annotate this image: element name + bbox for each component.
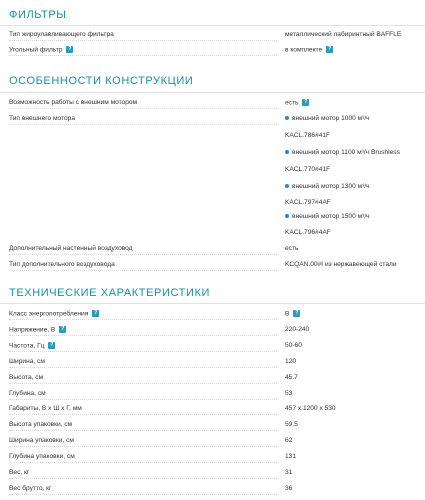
row-divider (9, 478, 277, 479)
spec-value-wrap (285, 46, 333, 53)
spec-label: Ширина, см (9, 358, 45, 365)
bullet-icon (285, 184, 289, 188)
help-icon[interactable]: ? (94, 310, 98, 316)
spec-label: Габариты, В x Ш x Г, мм (9, 405, 82, 412)
row-divider (9, 351, 277, 352)
spec-value: есть (285, 245, 299, 252)
filters-title: ФИЛЬТРЫ (9, 9, 67, 21)
row-divider (9, 270, 277, 271)
row-divider (9, 383, 277, 384)
row-divider (9, 414, 277, 415)
help-icon[interactable]: ? (304, 99, 308, 105)
spec-value: 45.7 (285, 374, 298, 381)
spec-label-wrap (9, 46, 73, 53)
spec-value: KCQAN.00#I из нержавеющей стали (285, 261, 397, 268)
spec-label: Частота, Гц (9, 342, 45, 350)
motor-name: внешний мотор 1100 м³/ч Brushless (292, 149, 400, 156)
spec-value: 131 (285, 453, 297, 460)
spec-value: 31 (285, 469, 293, 476)
spec-value: 50-60 (285, 342, 302, 349)
row-divider (9, 367, 277, 368)
spec-value: 220-240 (285, 326, 310, 333)
spec-label: Глубина, см (9, 390, 46, 397)
spec-label: Тип жироулавливающего фильтра (9, 31, 114, 38)
motor-code: KACL.797#4AF (285, 199, 331, 206)
row-divider (9, 430, 277, 431)
spec-label: Напряжение, В (9, 326, 56, 334)
spec-value: в комплекте (285, 46, 323, 54)
row-divider (9, 399, 277, 400)
row-divider (9, 55, 277, 56)
spec-label: Глубина упаковки, см (9, 453, 75, 460)
row-divider (9, 254, 277, 255)
spec-value: 62 (285, 437, 293, 444)
spec-value: 120 (285, 358, 297, 365)
spec-value: 53 (285, 390, 293, 397)
row-divider (9, 494, 277, 495)
spec-label: Угольный фильтр (9, 46, 63, 54)
row-divider (9, 40, 277, 41)
construction-title: ОСОБЕННОСТИ КОНСТРУКЦИИ (9, 75, 194, 87)
motor-code: KACL.770#41F (285, 166, 331, 173)
spec-label: Ширина упаковки, см (9, 437, 74, 444)
motor-option[interactable] (285, 213, 370, 220)
spec-label: Высота, см (9, 374, 44, 381)
spec-label-wrap (9, 310, 99, 317)
spec-value: есть (285, 99, 299, 107)
spec-label: Дополнительный настенный воздуховод (9, 245, 133, 252)
help-icon[interactable]: ? (328, 46, 332, 52)
help-icon[interactable]: ? (61, 326, 65, 332)
help-icon[interactable]: ? (295, 310, 299, 316)
spec-value: металлический лабиринтный BAFFLE (285, 31, 402, 38)
row-divider (9, 108, 277, 109)
motor-option[interactable] (285, 183, 370, 190)
section-divider (0, 303, 425, 304)
spec-label: Класс энергопотребления (9, 310, 89, 318)
spec-value: 59.5 (285, 421, 298, 428)
bullet-icon (285, 214, 289, 218)
row-divider (9, 335, 277, 336)
help-icon[interactable]: ? (68, 46, 72, 52)
help-icon[interactable]: ? (50, 342, 54, 348)
motor-option[interactable] (285, 149, 400, 156)
spec-label: Вес брутто, кг (9, 485, 52, 492)
spec-value: 457 x 1200 x 530 (285, 405, 336, 412)
spec-label: Вес, кг (9, 469, 30, 476)
spec-label: Тип внешнего мотора (9, 115, 75, 122)
motor-name: внешний мотор 1000 м³/ч (292, 115, 370, 122)
row-divider (9, 462, 277, 463)
spec-value-wrap (285, 99, 309, 106)
spec-value-wrap (285, 310, 300, 317)
row-divider (9, 124, 277, 125)
motor-name: внешний мотор 1300 м³/ч (292, 183, 370, 190)
row-divider (9, 319, 277, 320)
bullet-icon (285, 116, 289, 120)
motor-name: внешний мотор 1500 м³/ч (292, 213, 370, 220)
section-divider (0, 25, 425, 26)
spec-value: 36 (285, 485, 293, 492)
bullet-icon (285, 150, 289, 154)
motor-code: KACL.786#41F (285, 132, 331, 139)
row-divider (9, 446, 277, 447)
spec-label: Тип дополнительного воздуховода (9, 261, 115, 268)
motor-option[interactable] (285, 115, 370, 122)
spec-label-wrap (9, 326, 66, 333)
motor-code: KACL.796#4AF (285, 229, 331, 236)
spec-label-wrap (9, 342, 55, 349)
specs-title: ТЕХНИЧЕСКИЕ ХАРАКТЕРИСТИКИ (9, 287, 210, 299)
spec-label: Возможность работы с внешним мотором (9, 99, 138, 106)
spec-value: B (285, 310, 290, 318)
section-divider (0, 92, 425, 93)
spec-label: Высота упаковки, см (9, 421, 73, 428)
